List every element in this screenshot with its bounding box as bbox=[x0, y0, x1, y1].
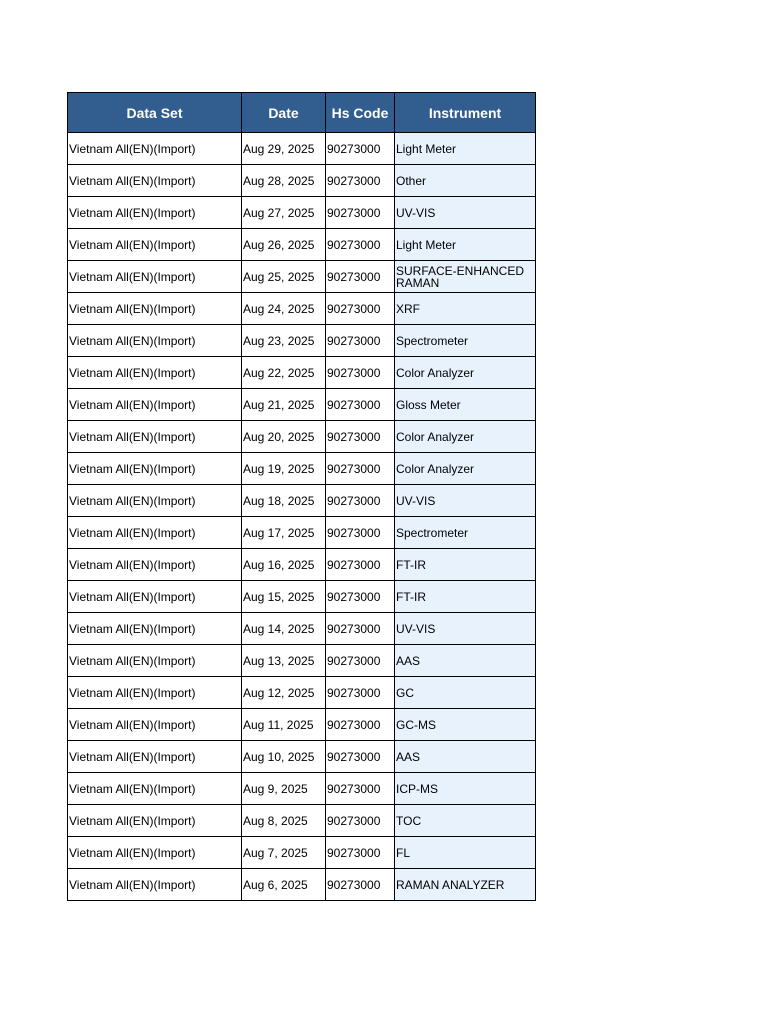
instrument-cell: UV-VIS bbox=[395, 485, 536, 517]
table-row bbox=[68, 549, 536, 581]
instrument-cell: XRF bbox=[395, 293, 536, 325]
table-row bbox=[68, 165, 536, 197]
date-cell: Aug 24, 2025 bbox=[242, 293, 326, 325]
table-row bbox=[68, 197, 536, 229]
table-row bbox=[68, 709, 536, 741]
instrument-cell: Light Meter bbox=[395, 133, 536, 165]
data-set-cell: Vietnam All(EN)(Import) bbox=[68, 709, 242, 741]
date-cell: Aug 18, 2025 bbox=[242, 485, 326, 517]
table-row bbox=[68, 741, 536, 773]
hs-code-cell: 90273000 bbox=[326, 165, 395, 197]
date-cell: Aug 20, 2025 bbox=[242, 421, 326, 453]
instrument-cell: Spectrometer bbox=[395, 517, 536, 549]
instrument-cell: FL bbox=[395, 837, 536, 869]
data-set-cell: Vietnam All(EN)(Import) bbox=[68, 357, 242, 389]
date-cell: Aug 19, 2025 bbox=[242, 453, 326, 485]
date-cell: Aug 21, 2025 bbox=[242, 389, 326, 421]
data-set-cell: Vietnam All(EN)(Import) bbox=[68, 133, 242, 165]
hs-code-cell: 90273000 bbox=[326, 741, 395, 773]
table-header-row bbox=[68, 93, 536, 133]
instrument-cell: AAS bbox=[395, 741, 536, 773]
hs-code-cell: 90273000 bbox=[326, 581, 395, 613]
hs-code-cell: 90273000 bbox=[326, 485, 395, 517]
table-row bbox=[68, 293, 536, 325]
hs-code-cell: 90273000 bbox=[326, 229, 395, 261]
data-set-cell: Vietnam All(EN)(Import) bbox=[68, 549, 242, 581]
date-cell: Aug 14, 2025 bbox=[242, 613, 326, 645]
hs-code-cell: 90273000 bbox=[326, 805, 395, 837]
table-row bbox=[68, 805, 536, 837]
date-cell: Aug 11, 2025 bbox=[242, 709, 326, 741]
hs-code-cell: 90273000 bbox=[326, 837, 395, 869]
instrument-cell: UV-VIS bbox=[395, 613, 536, 645]
instrument-cell: Color Analyzer bbox=[395, 357, 536, 389]
hs-code-cell: 90273000 bbox=[326, 197, 395, 229]
hs-code-cell: 90273000 bbox=[326, 421, 395, 453]
instrument-cell: Gloss Meter bbox=[395, 389, 536, 421]
data-set-cell: Vietnam All(EN)(Import) bbox=[68, 581, 242, 613]
instrument-cell: Other bbox=[395, 165, 536, 197]
date-cell: Aug 27, 2025 bbox=[242, 197, 326, 229]
hs-code-cell: 90273000 bbox=[326, 677, 395, 709]
table-row bbox=[68, 357, 536, 389]
hs-code-cell: 90273000 bbox=[326, 517, 395, 549]
table-body bbox=[68, 133, 536, 901]
date-cell: Aug 28, 2025 bbox=[242, 165, 326, 197]
table-row bbox=[68, 613, 536, 645]
date-cell: Aug 26, 2025 bbox=[242, 229, 326, 261]
data-set-cell: Vietnam All(EN)(Import) bbox=[68, 165, 242, 197]
instrument-cell: SURFACE-ENHANCED RAMAN bbox=[395, 261, 536, 293]
table-row bbox=[68, 421, 536, 453]
data-set-cell: Vietnam All(EN)(Import) bbox=[68, 261, 242, 293]
data-set-cell: Vietnam All(EN)(Import) bbox=[68, 869, 242, 901]
import-records-table bbox=[67, 92, 536, 901]
date-cell: Aug 16, 2025 bbox=[242, 549, 326, 581]
instrument-cell: TOC bbox=[395, 805, 536, 837]
data-set-cell: Vietnam All(EN)(Import) bbox=[68, 421, 242, 453]
hs-code-cell: 90273000 bbox=[326, 261, 395, 293]
data-set-cell: Vietnam All(EN)(Import) bbox=[68, 613, 242, 645]
hs-code-cell: 90273000 bbox=[326, 293, 395, 325]
data-set-cell: Vietnam All(EN)(Import) bbox=[68, 645, 242, 677]
table-row bbox=[68, 389, 536, 421]
date-cell: Aug 15, 2025 bbox=[242, 581, 326, 613]
data-set-cell: Vietnam All(EN)(Import) bbox=[68, 517, 242, 549]
date-cell: Aug 12, 2025 bbox=[242, 677, 326, 709]
instrument-cell: GC-MS bbox=[395, 709, 536, 741]
date-cell: Aug 10, 2025 bbox=[242, 741, 326, 773]
hs-code-cell: 90273000 bbox=[326, 709, 395, 741]
hs-code-cell: 90273000 bbox=[326, 549, 395, 581]
hs-code-cell: 90273000 bbox=[326, 453, 395, 485]
table-row bbox=[68, 517, 536, 549]
instrument-cell: Spectrometer bbox=[395, 325, 536, 357]
instrument-cell: Light Meter bbox=[395, 229, 536, 261]
hs-code-cell: 90273000 bbox=[326, 773, 395, 805]
instrument-cell: ICP-MS bbox=[395, 773, 536, 805]
table-row bbox=[68, 645, 536, 677]
hs-code-cell: 90273000 bbox=[326, 357, 395, 389]
data-set-cell: Vietnam All(EN)(Import) bbox=[68, 197, 242, 229]
data-set-cell: Vietnam All(EN)(Import) bbox=[68, 389, 242, 421]
header-data-set: Data Set bbox=[68, 93, 242, 133]
data-set-cell: Vietnam All(EN)(Import) bbox=[68, 837, 242, 869]
instrument-cell: Color Analyzer bbox=[395, 453, 536, 485]
table-row bbox=[68, 485, 536, 517]
header-hs-code: Hs Code bbox=[326, 93, 395, 133]
hs-code-cell: 90273000 bbox=[326, 613, 395, 645]
data-set-cell: Vietnam All(EN)(Import) bbox=[68, 485, 242, 517]
instrument-cell: FT-IR bbox=[395, 581, 536, 613]
header-instrument: Instrument bbox=[395, 93, 536, 133]
table-row bbox=[68, 773, 536, 805]
data-set-cell: Vietnam All(EN)(Import) bbox=[68, 805, 242, 837]
data-set-cell: Vietnam All(EN)(Import) bbox=[68, 229, 242, 261]
data-set-cell: Vietnam All(EN)(Import) bbox=[68, 677, 242, 709]
instrument-cell: GC bbox=[395, 677, 536, 709]
hs-code-cell: 90273000 bbox=[326, 869, 395, 901]
data-set-cell: Vietnam All(EN)(Import) bbox=[68, 293, 242, 325]
table-row bbox=[68, 453, 536, 485]
table-row bbox=[68, 677, 536, 709]
date-cell: Aug 6, 2025 bbox=[242, 869, 326, 901]
data-set-cell: Vietnam All(EN)(Import) bbox=[68, 741, 242, 773]
table-row bbox=[68, 133, 536, 165]
instrument-cell: UV-VIS bbox=[395, 197, 536, 229]
date-cell: Aug 9, 2025 bbox=[242, 773, 326, 805]
table-row bbox=[68, 325, 536, 357]
data-set-cell: Vietnam All(EN)(Import) bbox=[68, 453, 242, 485]
date-cell: Aug 7, 2025 bbox=[242, 837, 326, 869]
instrument-cell: RAMAN ANALYZER bbox=[395, 869, 536, 901]
date-cell: Aug 8, 2025 bbox=[242, 805, 326, 837]
instrument-cell: FT-IR bbox=[395, 549, 536, 581]
date-cell: Aug 13, 2025 bbox=[242, 645, 326, 677]
hs-code-cell: 90273000 bbox=[326, 645, 395, 677]
date-cell: Aug 22, 2025 bbox=[242, 357, 326, 389]
hs-code-cell: 90273000 bbox=[326, 133, 395, 165]
date-cell: Aug 25, 2025 bbox=[242, 261, 326, 293]
table-row bbox=[68, 837, 536, 869]
table-row bbox=[68, 581, 536, 613]
table-row bbox=[68, 261, 536, 293]
table-row bbox=[68, 229, 536, 261]
date-cell: Aug 23, 2025 bbox=[242, 325, 326, 357]
instrument-cell: Color Analyzer bbox=[395, 421, 536, 453]
table-row bbox=[68, 869, 536, 901]
header-date: Date bbox=[242, 93, 326, 133]
date-cell: Aug 17, 2025 bbox=[242, 517, 326, 549]
instrument-cell: AAS bbox=[395, 645, 536, 677]
hs-code-cell: 90273000 bbox=[326, 389, 395, 421]
data-set-cell: Vietnam All(EN)(Import) bbox=[68, 773, 242, 805]
date-cell: Aug 29, 2025 bbox=[242, 133, 326, 165]
data-set-cell: Vietnam All(EN)(Import) bbox=[68, 325, 242, 357]
hs-code-cell: 90273000 bbox=[326, 325, 395, 357]
